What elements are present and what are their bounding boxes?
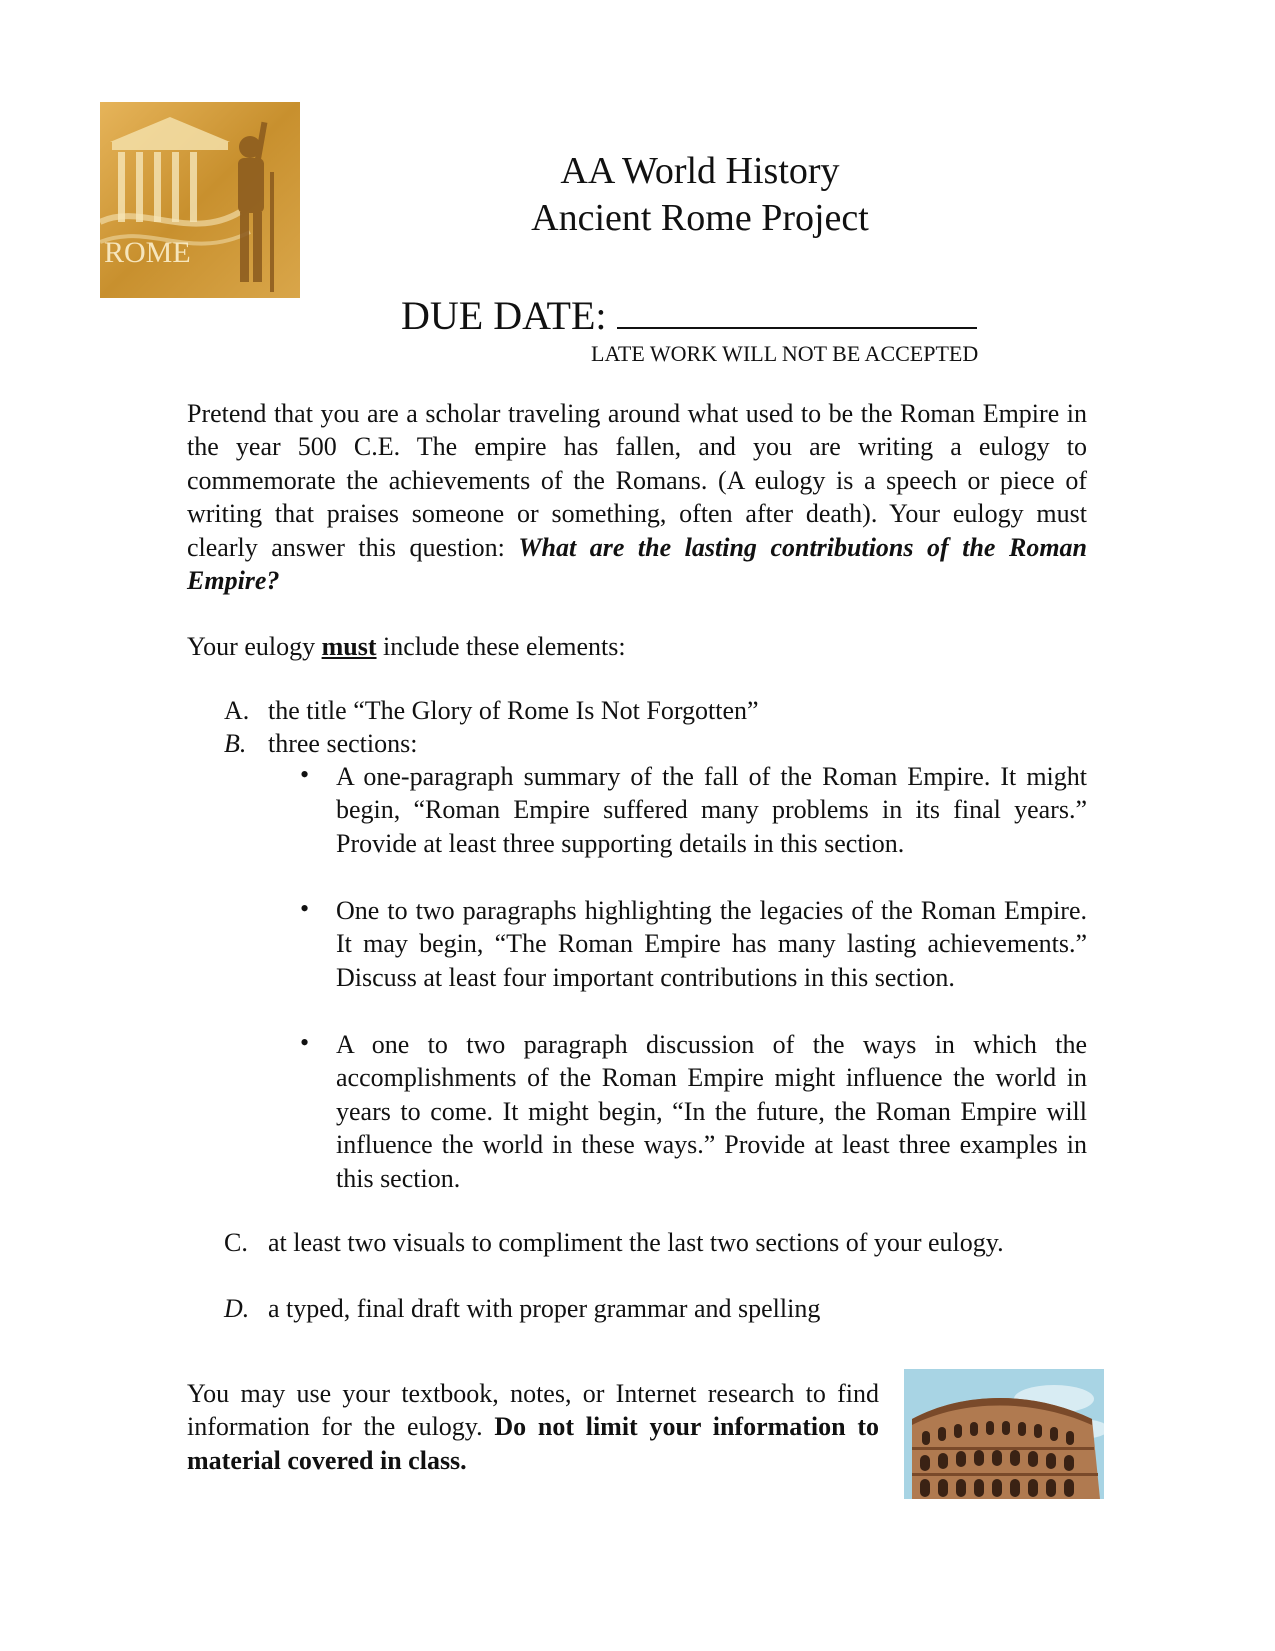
item-text: a typed, final draft with proper grammar and spelling [268, 1294, 821, 1323]
course-name: AA World History [560, 150, 840, 192]
list-item [224, 727, 418, 760]
due-date [401, 291, 977, 341]
colosseum-image [904, 1369, 1104, 1499]
must-emphasis: must [321, 632, 377, 661]
section-bullet: One to two paragraphs highlighting the legacies of the Roman Empire. It may begin, “The Roman Empire has many lasting achievements.” Discuss at least four important contributions in this section. [336, 896, 1087, 992]
due-date-blank [617, 293, 977, 329]
bullet-icon: • [300, 760, 310, 789]
bullet-icon: • [300, 1028, 310, 1057]
page-title [440, 148, 960, 242]
closing-paragraph [187, 1377, 879, 1477]
section-bullet: A one to two paragraph discussion of the ways in which the accomplishments of the Roman Empire might influence the world in years to come. It might begin, “In the future, the Roman Empire will influence the world in these ways.” Provide at least three examples in this section. [336, 1030, 1087, 1193]
late-work-notice: LATE WORK WILL NOT BE ACCEPTED [591, 341, 979, 366]
rome-logo-image [100, 102, 300, 298]
closing-text: You may use your textbook, notes, or Internet research to find information for the eulogy. [187, 1379, 879, 1442]
intro-question: What are the lasting contributions of the Roman Empire? [187, 532, 1087, 596]
item-letter: C. [224, 1228, 248, 1257]
logo-text: ROME [104, 236, 191, 269]
item-letter: A. [224, 696, 250, 725]
lead-after: include these elements: [376, 632, 626, 661]
intro-text: Pretend that you are a scholar traveling around what used to be the Roman Empire in the year 500 C.E. The empire has fallen, and you are writing a eulogy to commemorate the achievements of the Romans. (A eulogy is a speech or piece of writing that praises someone or something, often after death). Your eulogy must clearly answer this question: [187, 399, 1087, 562]
item-text: the title “The Glory of Rome Is Not Forgotten” [268, 696, 759, 725]
due-date-label: DUE DATE: [401, 293, 607, 338]
item-text: at least two visuals to compliment the last two sections of your eulogy. [268, 1228, 1004, 1257]
item-letter: D. [224, 1294, 250, 1323]
lead-before: Your eulogy [187, 632, 322, 661]
closing-bold: Do not limit your information to material covered in class. [187, 1412, 880, 1475]
requirements-lead [187, 630, 626, 663]
list-item [224, 1226, 1004, 1259]
item-text: three sections: [268, 729, 418, 758]
item-letter: B. [224, 729, 247, 758]
bullet-icon: • [300, 894, 310, 923]
list-item [224, 694, 759, 727]
list-item [224, 1292, 821, 1325]
intro-paragraph [187, 397, 1087, 597]
section-bullet: A one-paragraph summary of the fall of the Roman Empire. It might begin, “Roman Empire suffered many problems in its final years.” Provide at least three supporting details in this section. [336, 762, 1087, 858]
project-name: Ancient Rome Project [531, 197, 869, 239]
